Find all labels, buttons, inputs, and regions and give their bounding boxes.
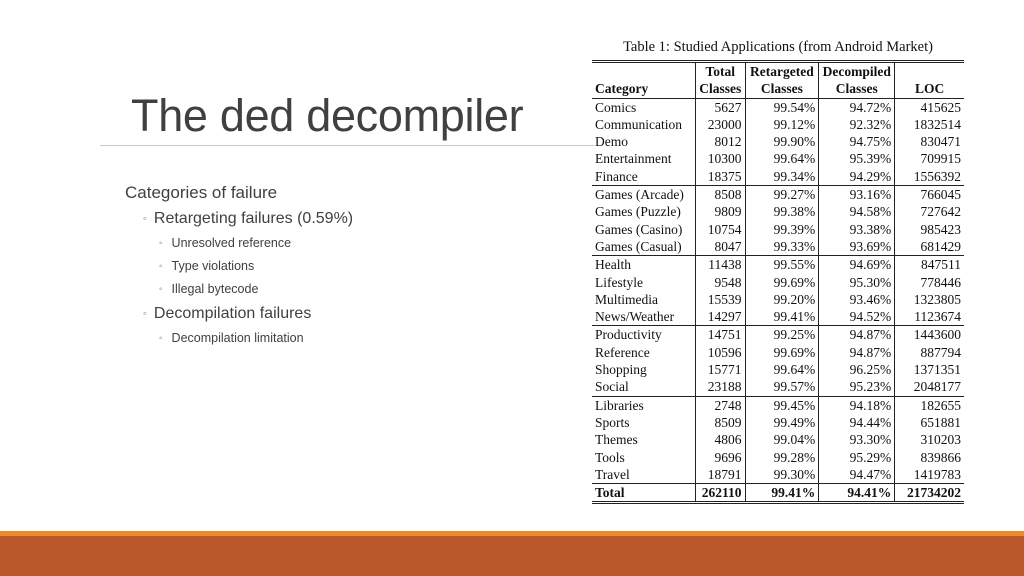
cell-loc: 830471 — [920, 134, 961, 150]
table-row — [592, 274, 964, 291]
cell-total-classes: 10754 — [696, 221, 746, 238]
cell-retargeted: 99.64% — [773, 362, 816, 378]
cell-decompiled: 94.18% — [819, 396, 895, 414]
table-row — [592, 414, 964, 431]
table-row — [592, 238, 964, 256]
total-decompiled: 94.41% — [819, 484, 895, 503]
cell-decompiled: 94.72% — [819, 98, 895, 116]
cell-retargeted: 99.41% — [773, 309, 816, 325]
bullet-text: Illegal bytecode — [171, 282, 259, 296]
cell-loc: 415625 — [920, 99, 961, 115]
cell-loc: 1832514 — [913, 116, 961, 132]
table-row — [592, 256, 964, 274]
header-retargeted-bottom: Classes — [745, 80, 819, 98]
cell-retargeted: 99.45% — [745, 396, 819, 414]
table-row — [592, 378, 964, 396]
cell-decompiled: 93.46% — [819, 291, 895, 308]
table-header-row-top — [592, 62, 964, 81]
table-row — [592, 308, 964, 326]
cell-total-classes: 2748 — [696, 396, 746, 414]
title-divider — [100, 145, 594, 146]
cell-retargeted: 99.12% — [773, 116, 816, 132]
table-row — [592, 116, 964, 133]
bullet-circle-icon: ◦ — [143, 213, 147, 225]
cell-retargeted: 99.49% — [773, 414, 816, 430]
cell-total-classes: 10300 — [696, 150, 746, 167]
studied-applications-table-figure — [592, 36, 964, 504]
cell-retargeted: 99.54% — [773, 99, 816, 115]
bullet-text: Unresolved reference — [171, 236, 292, 250]
cell-category: Finance — [592, 168, 696, 186]
cell-category: Productivity — [592, 326, 696, 344]
cell-retargeted: 99.38% — [773, 204, 816, 220]
bullet-decompilation-failures — [125, 301, 565, 327]
cell-category: Multimedia — [592, 291, 696, 308]
cell-loc: 310203 — [920, 432, 961, 448]
cell-retargeted: 99.64% — [773, 151, 816, 167]
cell-loc: 182655 — [895, 396, 964, 414]
total-loc: 21734202 — [895, 484, 964, 503]
cell-retargeted: 99.28% — [773, 449, 816, 465]
table-row — [592, 168, 964, 186]
cell-retargeted: 99.30% — [773, 466, 816, 482]
cell-total-classes: 14751 — [696, 326, 746, 344]
cell-retargeted: 99.34% — [773, 168, 816, 184]
cell-total-classes: 14297 — [696, 308, 746, 326]
cell-retargeted: 99.69% — [773, 274, 816, 290]
cell-loc: 1123674 — [914, 309, 961, 325]
cell-loc: 1443600 — [895, 326, 964, 344]
cell-decompiled: 94.44% — [819, 414, 895, 431]
cell-decompiled: 94.75% — [819, 133, 895, 150]
cell-total-classes: 5627 — [696, 98, 746, 116]
cell-decompiled: 93.16% — [819, 186, 895, 204]
cell-total-classes: 4806 — [696, 431, 746, 448]
cell-retargeted: 99.57% — [773, 379, 816, 395]
bullet-text: Type violations — [171, 259, 255, 273]
cell-decompiled: 96.25% — [819, 361, 895, 378]
table-row — [592, 291, 964, 308]
cell-retargeted: 99.39% — [773, 221, 816, 237]
cell-category: Comics — [592, 98, 696, 116]
bullet-retargeting-failures — [125, 206, 565, 232]
cell-decompiled: 94.52% — [819, 308, 895, 326]
cell-category: Games (Casino) — [592, 221, 696, 238]
total-classes: 262110 — [696, 484, 746, 503]
cell-total-classes: 8508 — [696, 186, 746, 204]
table-row — [592, 326, 964, 344]
cell-loc: 985423 — [920, 221, 961, 237]
cell-total-classes: 11438 — [696, 256, 746, 274]
bullet-circle-icon: ◦ — [159, 333, 163, 344]
cell-loc: 709915 — [920, 151, 961, 167]
cell-category: Travel — [592, 466, 696, 484]
table-row — [592, 150, 964, 167]
cell-category: Sports — [592, 414, 696, 431]
cell-total-classes: 23000 — [696, 116, 746, 133]
cell-retargeted: 99.33% — [773, 238, 816, 254]
cell-total-classes: 18375 — [696, 168, 746, 186]
cell-decompiled: 95.29% — [819, 449, 895, 466]
cell-category: Demo — [592, 133, 696, 150]
table-row — [592, 344, 964, 361]
table-row — [592, 133, 964, 150]
footer-bar — [0, 536, 1024, 576]
bullet-circle-icon: ◦ — [159, 261, 163, 272]
cell-category: News/Weather — [592, 308, 696, 326]
header-loc: LOC — [895, 80, 964, 98]
bullet-circle-icon: ◦ — [159, 238, 163, 249]
bullet-illegal-bytecode — [125, 278, 565, 301]
header-decompiled-top: Decompiled — [819, 62, 895, 81]
cell-category: Lifestyle — [592, 274, 696, 291]
header-loc-top-empty — [895, 62, 964, 81]
cell-decompiled: 93.30% — [819, 431, 895, 448]
cell-category: Health — [592, 256, 696, 274]
table-row — [592, 361, 964, 378]
cell-loc: 887794 — [920, 344, 961, 360]
cell-loc: 651881 — [920, 414, 961, 430]
bullet-unresolved-reference — [125, 232, 565, 255]
bullet-decompilation-limitation — [125, 327, 565, 350]
cell-loc: 1323805 — [913, 291, 961, 307]
cell-total-classes: 9696 — [696, 449, 746, 466]
slide-title: The ded decompiler — [131, 90, 524, 141]
bullet-categories-heading — [125, 180, 565, 206]
cell-total-classes: 15539 — [696, 291, 746, 308]
cell-loc: 839866 — [920, 449, 961, 465]
cell-retargeted: 99.25% — [745, 326, 819, 344]
bullet-circle-icon: ◦ — [159, 284, 163, 295]
cell-category: Shopping — [592, 361, 696, 378]
cell-decompiled: 92.32% — [819, 116, 895, 133]
cell-retargeted: 99.55% — [745, 256, 819, 274]
bullet-text: Categories of failure — [125, 183, 278, 202]
cell-category: Games (Casual) — [592, 238, 696, 256]
bullet-text: Retargeting failures (0.59%) — [153, 210, 354, 227]
cell-total-classes: 23188 — [696, 378, 746, 396]
table-row — [592, 396, 964, 414]
cell-decompiled: 95.23% — [819, 378, 895, 396]
table-row — [592, 221, 964, 238]
cell-category: Entertainment — [592, 150, 696, 167]
bullet-type-violations — [125, 255, 565, 278]
cell-category: Games (Arcade) — [592, 186, 696, 204]
table-row — [592, 466, 964, 484]
studied-applications-table — [592, 60, 964, 504]
cell-decompiled: 94.87% — [819, 344, 895, 361]
cell-decompiled: 95.30% — [819, 274, 895, 291]
table-header-row-bottom — [592, 80, 964, 98]
cell-loc: 778446 — [920, 274, 961, 290]
table-total-row — [592, 484, 964, 503]
table-caption: Table 1: Studied Applications (from Android Market) — [623, 39, 933, 55]
cell-decompiled: 94.69% — [819, 256, 895, 274]
cell-total-classes: 8509 — [696, 414, 746, 431]
bullet-text: Decompilation failures — [153, 305, 312, 322]
cell-loc: 681429 — [920, 238, 961, 254]
header-total-bottom: Classes — [696, 80, 746, 98]
cell-loc: 1556392 — [913, 168, 961, 184]
cell-decompiled: 95.39% — [819, 150, 895, 167]
cell-loc: 847511 — [895, 256, 964, 274]
cell-total-classes: 9809 — [696, 203, 746, 220]
table-row — [592, 431, 964, 448]
cell-total-classes: 18791 — [696, 466, 746, 484]
bullet-circle-icon: ◦ — [143, 308, 147, 320]
table-row — [592, 98, 964, 116]
cell-total-classes: 15771 — [696, 361, 746, 378]
cell-category: Communication — [592, 116, 696, 133]
cell-decompiled: 94.58% — [819, 203, 895, 220]
cell-decompiled: 94.87% — [819, 326, 895, 344]
cell-category: Themes — [592, 431, 696, 448]
bullet-text: Decompilation limitation — [171, 331, 304, 345]
cell-loc: 766045 — [895, 186, 964, 204]
cell-decompiled: 93.69% — [819, 238, 895, 256]
cell-decompiled: 94.29% — [819, 168, 895, 186]
header-category: Category — [592, 80, 696, 98]
table-row — [592, 449, 964, 466]
cell-loc: 2048177 — [913, 379, 961, 395]
cell-retargeted: 99.90% — [773, 134, 816, 150]
cell-decompiled: 94.47% — [819, 466, 895, 484]
cell-retargeted: 99.27% — [745, 186, 819, 204]
bullet-list — [125, 180, 565, 350]
cell-total-classes: 9548 — [696, 274, 746, 291]
header-total-top: Total — [696, 62, 746, 81]
cell-loc: 1371351 — [913, 362, 961, 378]
total-retargeted: 99.41% — [745, 484, 819, 503]
table-row — [592, 203, 964, 220]
cell-total-classes: 8012 — [696, 133, 746, 150]
header-retargeted-top: Retargeted — [750, 64, 814, 79]
cell-category: Reference — [592, 344, 696, 361]
table-body — [592, 98, 964, 484]
cell-category: Libraries — [592, 396, 696, 414]
cell-category: Games (Puzzle) — [592, 203, 696, 220]
cell-decompiled: 93.38% — [819, 221, 895, 238]
cell-loc: 1419783 — [913, 466, 961, 482]
cell-retargeted: 99.69% — [773, 344, 816, 360]
table-row — [592, 186, 964, 204]
cell-loc: 727642 — [920, 204, 961, 220]
header-empty-cell — [592, 62, 696, 81]
cell-retargeted: 99.04% — [773, 432, 816, 448]
cell-total-classes: 10596 — [696, 344, 746, 361]
cell-retargeted: 99.20% — [773, 291, 816, 307]
header-decompiled-bottom: Classes — [819, 80, 895, 98]
cell-total-classes: 8047 — [696, 238, 746, 256]
cell-category: Social — [592, 378, 696, 396]
total-category: Total — [592, 484, 696, 503]
cell-category: Tools — [592, 449, 696, 466]
